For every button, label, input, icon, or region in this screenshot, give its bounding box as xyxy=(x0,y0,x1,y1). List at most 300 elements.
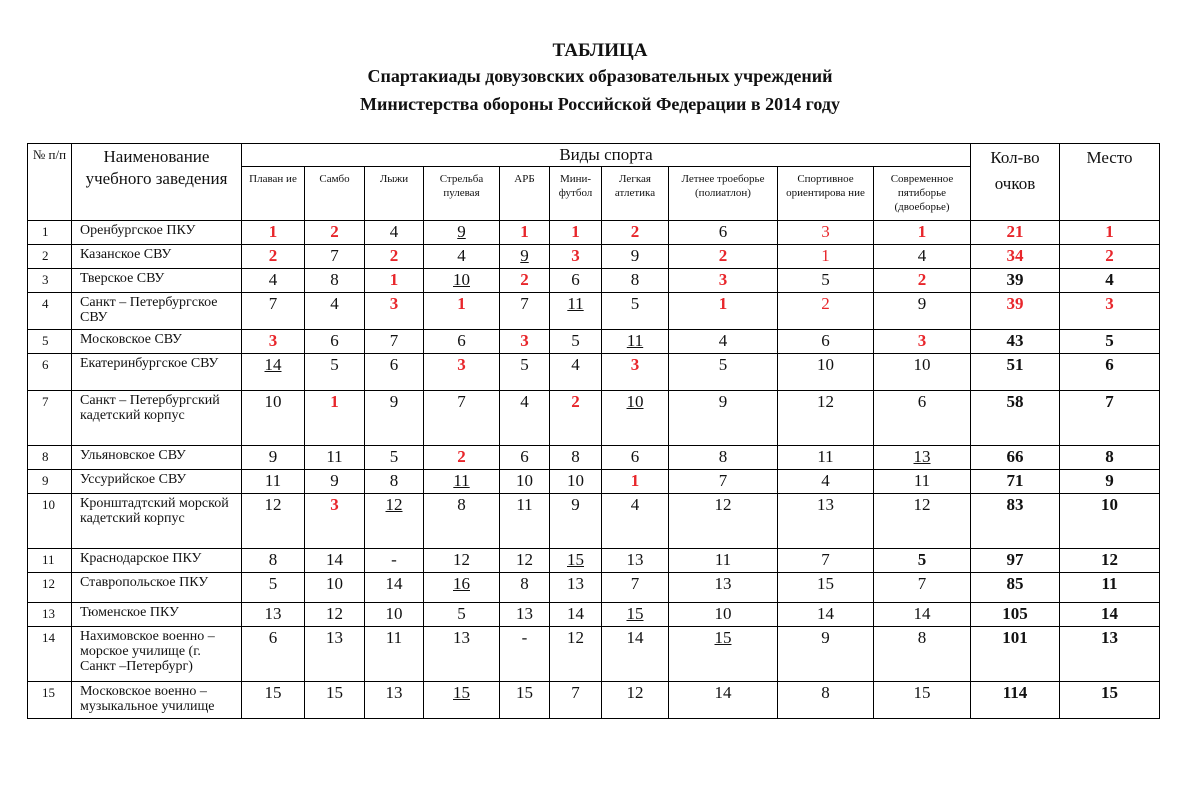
place: 2 xyxy=(1060,245,1160,269)
total-points: 21 xyxy=(971,221,1060,245)
table-row xyxy=(28,470,1160,494)
score-value: 13 xyxy=(913,447,931,466)
score-cell xyxy=(305,245,365,269)
score-cell xyxy=(500,627,550,682)
row-number: 13 xyxy=(28,603,72,627)
score-cell xyxy=(500,494,550,549)
score-value: 13 xyxy=(385,683,403,702)
score-value: 7 xyxy=(389,331,399,350)
row-number: 15 xyxy=(28,682,72,719)
score-value: 4 xyxy=(268,270,278,289)
score-cell xyxy=(242,549,305,573)
score-cell xyxy=(365,293,424,330)
score-cell xyxy=(500,221,550,245)
score-value: 11 xyxy=(817,447,834,466)
score-value: 8 xyxy=(389,471,399,490)
table-row xyxy=(28,354,1160,391)
score-cell xyxy=(874,470,971,494)
score-cell xyxy=(778,627,874,682)
score-value: 7 xyxy=(520,294,529,313)
score-cell xyxy=(365,603,424,627)
score-cell xyxy=(365,549,424,573)
score-cell xyxy=(602,221,669,245)
score-value: 1 xyxy=(630,471,640,490)
score-cell xyxy=(602,446,669,470)
score-value: 11 xyxy=(626,331,644,350)
score-value: 9 xyxy=(917,294,927,313)
score-value: 13 xyxy=(714,574,732,593)
score-value: 9 xyxy=(821,628,830,647)
score-cell xyxy=(669,573,778,603)
score-cell xyxy=(874,269,971,293)
header-sport: Современное пятиборье (двоеборье) xyxy=(874,167,971,221)
score-value: 2 xyxy=(917,270,927,289)
place: 13 xyxy=(1060,627,1160,682)
score-cell xyxy=(669,221,778,245)
score-cell xyxy=(602,627,669,682)
score-value: 7 xyxy=(457,392,466,411)
total-points: 39 xyxy=(971,269,1060,293)
score-value: 2 xyxy=(571,392,580,411)
score-value: 10 xyxy=(453,270,470,289)
score-value: 4 xyxy=(718,331,728,350)
score-value: 9 xyxy=(330,471,339,490)
score-value: 12 xyxy=(326,604,343,623)
header-place: Место xyxy=(1060,144,1160,221)
score-cell xyxy=(365,627,424,682)
table-subtitle-year: Министерства обороны Российской Федерации в 2014 году xyxy=(360,94,840,114)
table-row xyxy=(28,221,1160,245)
score-value: 5 xyxy=(330,355,339,374)
score-cell xyxy=(305,330,365,354)
score-cell xyxy=(242,446,305,470)
score-cell xyxy=(365,391,424,446)
score-cell xyxy=(669,269,778,293)
score-cell xyxy=(305,494,365,549)
score-cell xyxy=(778,269,874,293)
score-value: 3 xyxy=(821,222,830,241)
score-cell xyxy=(778,470,874,494)
header-sport: АРБ xyxy=(500,167,550,221)
place: 11 xyxy=(1060,573,1160,603)
score-value: 12 xyxy=(385,495,403,514)
score-value: 13 xyxy=(817,495,834,514)
score-value: 6 xyxy=(571,270,580,289)
place: 9 xyxy=(1060,470,1160,494)
score-value: 2 xyxy=(520,270,529,289)
score-cell xyxy=(242,269,305,293)
score-cell xyxy=(874,293,971,330)
institution-name: Оренбургское ПКУ xyxy=(72,221,242,245)
score-value: 6 xyxy=(821,331,830,350)
score-cell xyxy=(550,269,602,293)
score-value: 15 xyxy=(516,683,533,702)
score-cell xyxy=(602,269,669,293)
score-cell xyxy=(500,573,550,603)
score-value: 12 xyxy=(913,495,931,514)
score-value: 14 xyxy=(714,683,732,702)
place: 10 xyxy=(1060,494,1160,549)
score-value: 15 xyxy=(567,550,584,569)
score-cell xyxy=(669,627,778,682)
score-value: 10 xyxy=(626,392,644,411)
institution-name: Екатеринбургское СВУ xyxy=(72,354,242,391)
score-value: 12 xyxy=(626,683,644,702)
score-cell xyxy=(669,293,778,330)
score-cell xyxy=(365,354,424,391)
total-points: 39 xyxy=(971,293,1060,330)
score-cell xyxy=(669,682,778,719)
score-cell xyxy=(669,603,778,627)
place: 4 xyxy=(1060,269,1160,293)
score-value: 6 xyxy=(718,222,728,241)
score-cell xyxy=(424,293,500,330)
score-value: 5 xyxy=(718,355,728,374)
place: 14 xyxy=(1060,603,1160,627)
score-cell xyxy=(365,446,424,470)
score-value: 4 xyxy=(389,222,399,241)
score-cell xyxy=(874,494,971,549)
score-value: 3 xyxy=(571,246,580,265)
score-value: 2 xyxy=(630,222,640,241)
table-row xyxy=(28,245,1160,269)
institution-name: Ульяновское СВУ xyxy=(72,446,242,470)
score-cell xyxy=(550,627,602,682)
score-value: 3 xyxy=(268,331,278,350)
score-value: 7 xyxy=(268,294,278,313)
score-value: 8 xyxy=(630,270,640,289)
score-value: 4 xyxy=(821,471,830,490)
row-number: 6 xyxy=(28,354,72,391)
score-value: 12 xyxy=(817,392,834,411)
score-value: 1 xyxy=(389,270,399,289)
row-number: 8 xyxy=(28,446,72,470)
score-cell xyxy=(305,603,365,627)
header-points: Кол-во очков xyxy=(971,144,1060,221)
score-value: 5 xyxy=(571,331,580,350)
score-cell xyxy=(365,682,424,719)
score-cell xyxy=(500,682,550,719)
score-cell xyxy=(242,573,305,603)
place: 6 xyxy=(1060,354,1160,391)
score-cell xyxy=(669,391,778,446)
score-cell xyxy=(669,354,778,391)
score-value: 8 xyxy=(268,550,278,569)
score-value: 3 xyxy=(718,270,728,289)
institution-name: Краснодарское ПКУ xyxy=(72,549,242,573)
score-value: 4 xyxy=(457,246,466,265)
score-cell xyxy=(778,221,874,245)
score-value: 14 xyxy=(385,574,403,593)
score-cell xyxy=(778,446,874,470)
score-value: 11 xyxy=(516,495,533,514)
score-cell xyxy=(874,603,971,627)
score-cell xyxy=(424,603,500,627)
score-cell xyxy=(305,573,365,603)
score-cell xyxy=(242,354,305,391)
score-value: 15 xyxy=(626,604,644,623)
place: 8 xyxy=(1060,446,1160,470)
score-cell xyxy=(365,573,424,603)
score-cell xyxy=(500,446,550,470)
score-value: 8 xyxy=(821,683,830,702)
score-value: 14 xyxy=(913,604,931,623)
score-value: 7 xyxy=(630,574,640,593)
score-cell xyxy=(500,354,550,391)
score-cell xyxy=(602,603,669,627)
score-value: 1 xyxy=(718,294,728,313)
table-row xyxy=(28,391,1160,446)
score-cell xyxy=(242,293,305,330)
total-points: 101 xyxy=(971,627,1060,682)
score-value: 7 xyxy=(330,246,339,265)
table-title: ТАБЛИЦА xyxy=(552,40,648,61)
score-cell xyxy=(874,573,971,603)
score-cell xyxy=(550,494,602,549)
institution-name: Ставропольское ПКУ xyxy=(72,573,242,603)
row-number: 10 xyxy=(28,494,72,549)
score-value: 3 xyxy=(330,495,339,514)
score-value: 4 xyxy=(330,294,339,313)
score-cell xyxy=(669,494,778,549)
score-value: 12 xyxy=(714,495,732,514)
score-value: 10 xyxy=(817,355,834,374)
score-value: 6 xyxy=(457,331,466,350)
header-sport: Спортивное ориентирова ние xyxy=(778,167,874,221)
score-cell xyxy=(242,221,305,245)
table-subtitle: Спартакиады довузовских образовательных учреждений xyxy=(367,66,833,86)
score-value: 5 xyxy=(821,270,830,289)
score-cell xyxy=(424,354,500,391)
score-value: 7 xyxy=(571,683,580,702)
score-cell xyxy=(365,245,424,269)
institution-name: Кронштадтский морской кадетский корпус xyxy=(72,494,242,549)
score-cell xyxy=(602,573,669,603)
score-value: 8 xyxy=(917,628,927,647)
score-value: 9 xyxy=(630,246,640,265)
row-number: 2 xyxy=(28,245,72,269)
table-row xyxy=(28,549,1160,573)
score-cell xyxy=(550,221,602,245)
header-sport: Мини-футбол xyxy=(550,167,602,221)
score-value: 4 xyxy=(520,392,529,411)
table-row xyxy=(28,627,1160,682)
score-cell xyxy=(778,603,874,627)
place: 7 xyxy=(1060,391,1160,446)
score-cell xyxy=(424,627,500,682)
score-value: 2 xyxy=(268,246,278,265)
header-sport: Лыжи xyxy=(365,167,424,221)
score-cell xyxy=(305,354,365,391)
score-cell xyxy=(602,549,669,573)
score-cell xyxy=(602,682,669,719)
score-value: 10 xyxy=(326,574,343,593)
score-value: 14 xyxy=(326,550,343,569)
header-institution: Наименование учебного заведения xyxy=(72,144,242,221)
score-value: 14 xyxy=(626,628,644,647)
score-value: 15 xyxy=(326,683,343,702)
row-number: 7 xyxy=(28,391,72,446)
score-value: 6 xyxy=(917,392,927,411)
table-row xyxy=(28,293,1160,330)
score-value: 4 xyxy=(630,495,640,514)
score-cell xyxy=(602,494,669,549)
score-cell xyxy=(550,682,602,719)
score-cell xyxy=(669,470,778,494)
score-cell xyxy=(500,293,550,330)
score-value: 11 xyxy=(326,447,343,466)
score-cell xyxy=(305,627,365,682)
score-cell xyxy=(500,330,550,354)
score-value: 8 xyxy=(571,447,580,466)
score-value: 8 xyxy=(457,495,466,514)
header-sport: Легкая атлетика xyxy=(602,167,669,221)
score-value: 7 xyxy=(821,550,830,569)
score-value: 10 xyxy=(567,471,584,490)
table-row xyxy=(28,446,1160,470)
institution-name: Московское СВУ xyxy=(72,330,242,354)
score-cell xyxy=(550,470,602,494)
score-value: 11 xyxy=(714,550,732,569)
score-value: 4 xyxy=(917,246,927,265)
institution-name: Нахимовское военно – морское училище (г. Санкт –Петербург) xyxy=(72,627,242,682)
score-value: 14 xyxy=(264,355,282,374)
score-value: 5 xyxy=(520,355,529,374)
institution-name: Уссурийское СВУ xyxy=(72,470,242,494)
score-value: 1 xyxy=(520,222,529,241)
score-cell xyxy=(424,391,500,446)
score-value: 13 xyxy=(326,628,343,647)
score-cell xyxy=(365,470,424,494)
score-value: 10 xyxy=(714,604,732,623)
score-value: 12 xyxy=(264,495,282,514)
score-cell xyxy=(305,470,365,494)
score-cell xyxy=(242,627,305,682)
table-row xyxy=(28,573,1160,603)
score-value: 1 xyxy=(917,222,927,241)
score-cell xyxy=(778,245,874,269)
total-points: 83 xyxy=(971,494,1060,549)
score-value: 10 xyxy=(516,471,533,490)
row-number: 5 xyxy=(28,330,72,354)
total-points: 114 xyxy=(971,682,1060,719)
total-points: 85 xyxy=(971,573,1060,603)
header-sports: Виды спорта xyxy=(242,144,971,167)
score-value: 11 xyxy=(567,294,584,313)
score-value: 2 xyxy=(718,246,728,265)
score-value: 11 xyxy=(913,471,931,490)
score-cell xyxy=(242,494,305,549)
score-cell xyxy=(424,470,500,494)
score-value: 13 xyxy=(626,550,644,569)
score-cell xyxy=(550,603,602,627)
score-cell xyxy=(778,293,874,330)
score-value: 13 xyxy=(567,574,584,593)
score-cell xyxy=(778,330,874,354)
score-value: 2 xyxy=(330,222,339,241)
score-value: 5 xyxy=(268,574,278,593)
score-cell xyxy=(305,549,365,573)
row-number: 3 xyxy=(28,269,72,293)
score-cell xyxy=(365,330,424,354)
score-cell xyxy=(500,603,550,627)
total-points: 66 xyxy=(971,446,1060,470)
score-cell xyxy=(365,221,424,245)
score-value: 9 xyxy=(389,392,399,411)
score-cell xyxy=(602,470,669,494)
score-cell xyxy=(424,682,500,719)
score-value: 6 xyxy=(630,447,640,466)
score-value: 15 xyxy=(913,683,931,702)
score-cell xyxy=(874,391,971,446)
header-number: № п/п xyxy=(28,144,72,221)
score-cell xyxy=(242,391,305,446)
score-cell xyxy=(778,494,874,549)
total-points: 43 xyxy=(971,330,1060,354)
score-cell xyxy=(550,549,602,573)
score-cell xyxy=(778,573,874,603)
score-cell xyxy=(305,293,365,330)
score-cell xyxy=(242,470,305,494)
score-cell xyxy=(242,330,305,354)
institution-name: Казанское СВУ xyxy=(72,245,242,269)
place: 12 xyxy=(1060,549,1160,573)
score-cell xyxy=(778,391,874,446)
score-cell xyxy=(550,446,602,470)
row-number: 11 xyxy=(28,549,72,573)
table-row xyxy=(28,494,1160,549)
score-value: 8 xyxy=(718,447,728,466)
row-number: 12 xyxy=(28,573,72,603)
score-cell xyxy=(424,573,500,603)
row-number: 4 xyxy=(28,293,72,330)
institution-name: Санкт – Петербургский кадетский корпус xyxy=(72,391,242,446)
score-value: 1 xyxy=(571,222,580,241)
table-row xyxy=(28,603,1160,627)
score-cell xyxy=(305,446,365,470)
score-value: 14 xyxy=(817,604,834,623)
score-value: 5 xyxy=(457,604,466,623)
total-points: 58 xyxy=(971,391,1060,446)
score-value: 5 xyxy=(389,447,399,466)
place: 1 xyxy=(1060,221,1160,245)
score-cell xyxy=(242,682,305,719)
score-cell xyxy=(424,269,500,293)
score-value: 5 xyxy=(917,550,927,569)
score-cell xyxy=(500,470,550,494)
score-cell xyxy=(778,549,874,573)
total-points: 51 xyxy=(971,354,1060,391)
place: 15 xyxy=(1060,682,1160,719)
score-cell xyxy=(550,573,602,603)
score-value: 1 xyxy=(268,222,278,241)
score-cell xyxy=(602,354,669,391)
place: 5 xyxy=(1060,330,1160,354)
score-value: 4 xyxy=(571,355,580,374)
score-value: 13 xyxy=(264,604,282,623)
score-value: 8 xyxy=(520,574,529,593)
score-value: 2 xyxy=(389,246,399,265)
score-cell xyxy=(500,245,550,269)
score-value: 12 xyxy=(516,550,533,569)
score-value: 10 xyxy=(264,392,282,411)
score-value: 8 xyxy=(330,270,339,289)
score-value: - xyxy=(521,628,528,647)
score-value: 6 xyxy=(389,355,399,374)
header-sport: Самбо xyxy=(305,167,365,221)
score-cell xyxy=(424,221,500,245)
score-value: 9 xyxy=(268,447,278,466)
